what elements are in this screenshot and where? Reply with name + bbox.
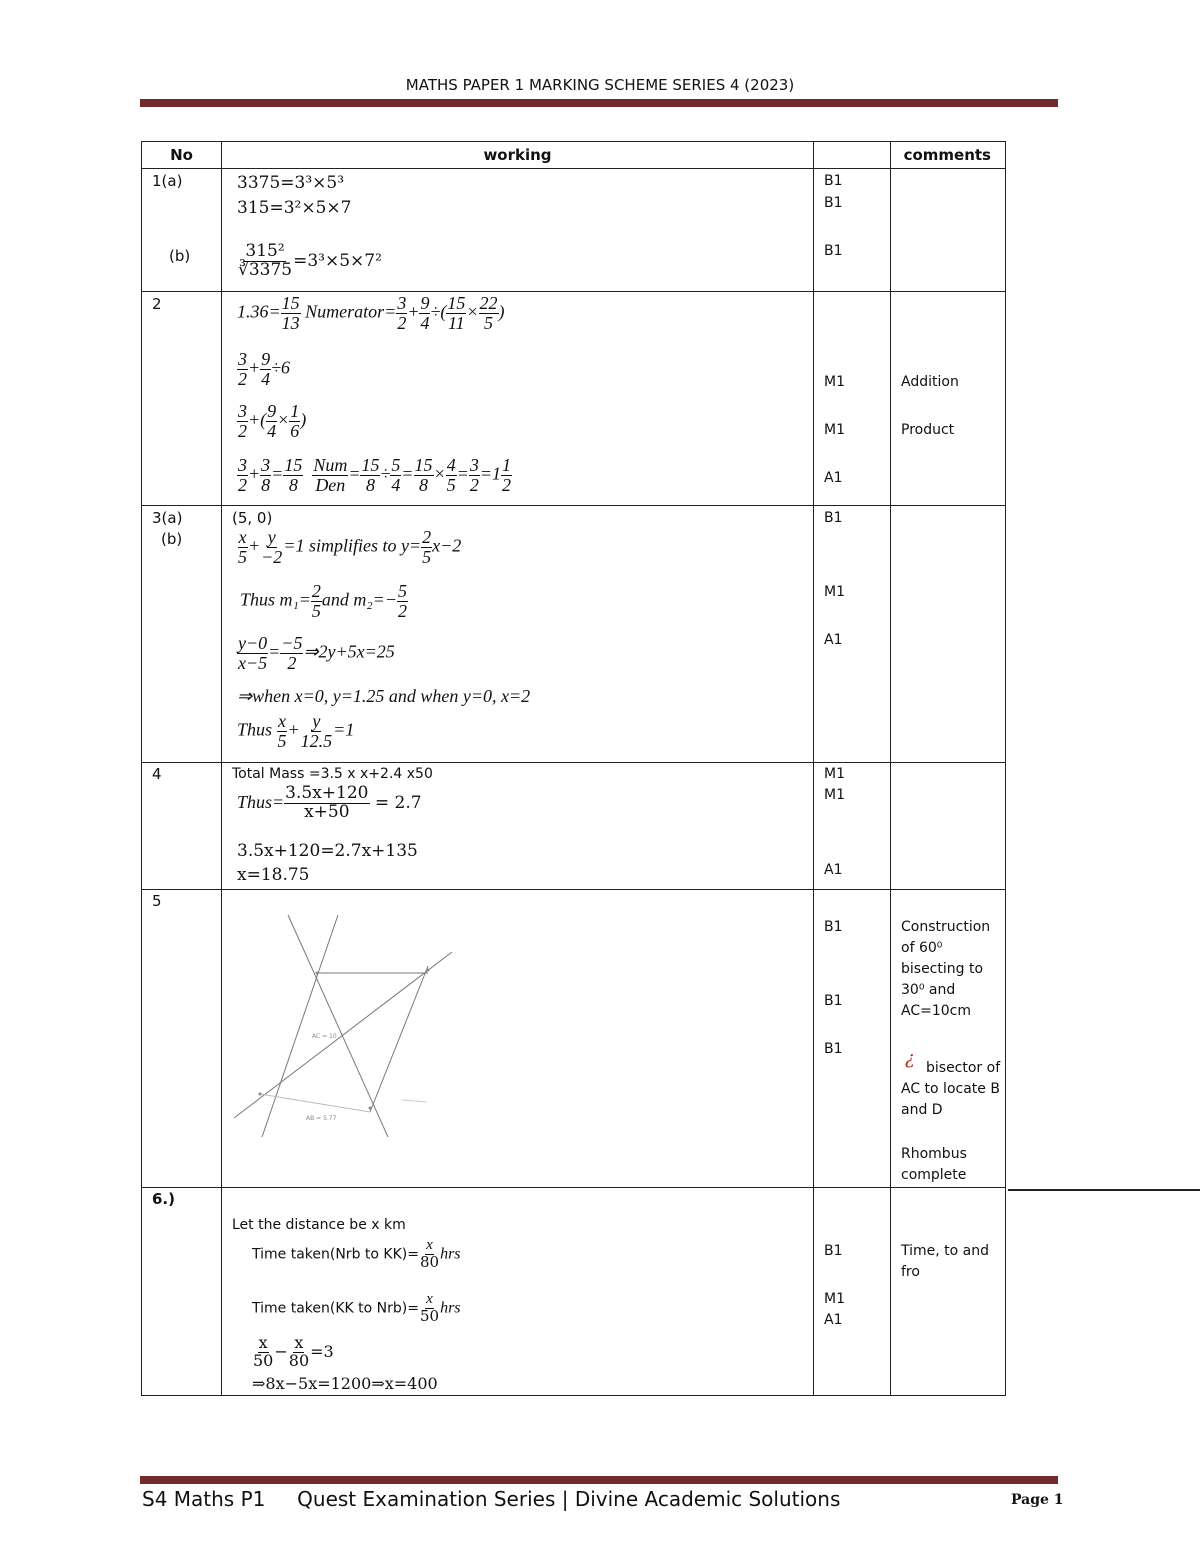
table-header-row (142, 142, 1006, 169)
working-text: 1.36= (237, 301, 281, 322)
table-row (142, 890, 1006, 1188)
numerator: 15 (414, 455, 433, 475)
mark: A1 (824, 1312, 843, 1328)
numerator: 2 (311, 581, 321, 601)
working-text: = (268, 641, 281, 662)
working-text: =3 (310, 1341, 334, 1361)
col-comments-header: comments (891, 142, 1006, 169)
working-text: Thus= (237, 791, 285, 812)
numerator: 3 (469, 455, 479, 475)
working-line (237, 456, 512, 495)
working-text: Thus m₁= (240, 589, 311, 610)
denominator: ∛3375 (238, 259, 293, 280)
missing-symbol-glyph: ¿ (905, 1048, 915, 1069)
comment: Addition (901, 374, 959, 390)
mark: B1 (824, 919, 843, 935)
marks-cell (814, 763, 891, 890)
numerator: 3 (238, 401, 247, 421)
working-cell (222, 506, 814, 763)
mark: B1 (824, 1041, 843, 1057)
comments-cell (891, 763, 1006, 890)
working-text: ÷ (380, 463, 391, 484)
question-number-cell (142, 1188, 222, 1396)
table-row (142, 292, 1006, 506)
working-text: × (433, 463, 446, 484)
col-working-header: working (222, 142, 814, 169)
numerator: 3 (238, 349, 247, 369)
working-line (237, 785, 422, 822)
question-number: 5 (152, 892, 162, 910)
numerator: y−0 (238, 633, 268, 653)
table-row (142, 169, 1006, 292)
question-part: (b) (169, 247, 191, 265)
working-line: Let the distance be x km (232, 1217, 406, 1233)
working-text: =1 simplifies to y= (283, 535, 422, 556)
question-number-cell (142, 169, 222, 292)
figure-label: AC = 10 (312, 1033, 337, 1040)
working-cell (222, 763, 814, 890)
construction-line (234, 952, 452, 1118)
numerator: 3.5x+120 (285, 783, 369, 803)
marks-cell (814, 169, 891, 292)
working-text: Time taken(KK to Nrb)= (252, 1300, 419, 1317)
mark: M1 (824, 787, 845, 803)
denominator: 2 (238, 420, 247, 441)
mark: A1 (824, 470, 843, 486)
numerator: 3 (261, 455, 271, 475)
denominator: 50 (253, 1350, 274, 1370)
marks-cell (814, 506, 891, 763)
denominator: 8 (261, 474, 271, 495)
mark: M1 (824, 766, 845, 782)
mark: M1 (824, 1291, 845, 1307)
numerator: 15 (361, 455, 380, 475)
working-text: Thus (237, 719, 273, 740)
working-text: = (456, 463, 469, 484)
numerator: x (278, 711, 287, 731)
point-marker (369, 1107, 372, 1110)
table-row (142, 506, 1006, 763)
table-extension-line (1008, 1189, 1200, 1191)
comment: bisector of AC to locate B and D (901, 1060, 1001, 1118)
question-part: (b) (161, 530, 183, 548)
marks-cell (814, 890, 891, 1188)
construction-line (370, 966, 428, 1112)
working-cell (222, 169, 814, 292)
denominator: 8 (419, 474, 429, 495)
denominator: 8 (365, 474, 375, 495)
question-number-cell (142, 506, 222, 763)
figure-label: AB = 5.77 (306, 1115, 337, 1122)
question-number-cell (142, 292, 222, 506)
working-text: +( (248, 409, 267, 430)
numerator: x (258, 1333, 268, 1352)
denominator: 11 (448, 312, 465, 333)
numerator: 2 (422, 527, 432, 547)
denominator: 2 (238, 368, 247, 389)
denominator: 4 (420, 312, 430, 333)
working-line (237, 402, 306, 441)
page-number: Page 1 (1011, 1492, 1064, 1508)
working-text: + (248, 535, 261, 556)
question-number: 6.) (152, 1190, 175, 1208)
header-divider (140, 99, 1058, 107)
table-row (142, 1188, 1006, 1396)
numerator: y (267, 527, 276, 547)
numerator: 9 (261, 349, 271, 369)
denominator: 6 (290, 420, 300, 441)
mark: B1 (824, 173, 843, 189)
denominator: 4 (267, 420, 277, 441)
numerator: 3 (397, 293, 407, 313)
mark: A1 (824, 632, 843, 648)
table-row (142, 763, 1006, 890)
working-text: + (287, 719, 300, 740)
working-text: + (248, 357, 261, 378)
working-line (252, 1335, 334, 1370)
mark: B1 (824, 1243, 843, 1259)
marks-cell (814, 1188, 891, 1396)
point-marker (427, 969, 430, 972)
working-line (240, 582, 408, 621)
denominator: 50 (419, 1306, 440, 1325)
working-text: = (401, 463, 414, 484)
mark: M1 (824, 422, 845, 438)
numerator: 5 (397, 581, 407, 601)
denominator: 5 (277, 730, 287, 751)
numerator: 15 (447, 293, 466, 313)
working-line: 315=3²×5×7 (237, 198, 352, 218)
numerator: 22 (479, 293, 498, 313)
working-line (237, 243, 382, 280)
col-no-header: No (142, 142, 222, 169)
mark: B1 (824, 243, 843, 259)
denominator: 2 (238, 474, 247, 495)
working-text: =3³×5×7² (293, 250, 382, 271)
working-line: 3375=3³×5³ (237, 173, 345, 193)
denominator: 5 (238, 546, 247, 567)
denominator: 12.5 (300, 730, 333, 751)
working-text: =1 (333, 719, 355, 740)
numerator: 9 (267, 401, 277, 421)
comments-cell (891, 1188, 1006, 1396)
working-text: ) (300, 409, 307, 430)
numerator: y (312, 711, 321, 731)
question-number: 2 (152, 295, 162, 313)
question-number: 3(a) (152, 509, 183, 527)
working-text: ) (498, 301, 505, 322)
working-text: × (466, 301, 479, 322)
mark: M1 (824, 584, 845, 600)
working-text: hrs (440, 1245, 461, 1263)
denominator: 5 (311, 600, 321, 621)
numerator: x (238, 527, 247, 547)
question-number-cell (142, 890, 222, 1188)
working-text: hrs (440, 1299, 461, 1317)
denominator: Den (315, 474, 346, 495)
numerator: Num (313, 455, 348, 475)
working-line: (5, 0) (232, 509, 273, 527)
working-text: ÷6 (271, 357, 291, 378)
working-cell (222, 292, 814, 506)
numerator: 315² (245, 241, 285, 261)
rhombus-construction-figure (222, 890, 814, 1188)
marking-scheme-table (141, 141, 1006, 1396)
working-cell (222, 890, 814, 1188)
footer-text: S4 Maths P1 Quest Examination Series | Divine Academic Solutions (142, 1487, 841, 1511)
marks-cell (814, 292, 891, 506)
working-text: = (348, 463, 361, 484)
page-title: MATHS PAPER 1 MARKING SCHEME SERIES 4 (2023) (405, 76, 795, 94)
mark: B1 (824, 993, 843, 1009)
comment: Time, to and fro (901, 1243, 990, 1280)
denominator: x+50 (304, 801, 350, 822)
denominator: 2 (397, 312, 407, 333)
working-line (237, 712, 354, 751)
denominator: x−5 (238, 652, 268, 673)
working-text: =1 (479, 463, 501, 484)
working-text: + (248, 463, 261, 484)
comments-cell (891, 890, 1006, 1188)
working-text: = 2.7 (374, 792, 422, 813)
working-text: = (271, 463, 284, 484)
point-marker (316, 972, 319, 975)
working-line: ⇒8x−5x=1200⇒x=400 (252, 1374, 438, 1393)
working-text: Time taken(Nrb to KK)= (252, 1246, 419, 1263)
working-line: 3.5x+120=2.7x+135 (237, 841, 418, 861)
comment: Product (901, 422, 955, 438)
construction-line (402, 1100, 427, 1102)
numerator: 5 (391, 455, 401, 475)
working-line (237, 528, 461, 567)
construction-line (260, 1094, 370, 1112)
numerator: −5 (281, 633, 303, 653)
comment: Construction of 60⁰ bisecting to 30⁰ and AC=10cm (901, 919, 991, 1019)
comments-cell (891, 169, 1006, 292)
working-text: Numerator= (305, 301, 397, 322)
working-text: + (407, 301, 420, 322)
denominator: 80 (419, 1252, 440, 1271)
denominator: 13 (281, 312, 300, 333)
working-text: ÷( (430, 301, 447, 322)
denominator: 4 (261, 368, 271, 389)
numerator: 1 (502, 455, 511, 475)
denominator: 8 (288, 474, 298, 495)
question-number-cell (142, 763, 222, 890)
denominator: 80 (288, 1350, 310, 1370)
working-line (252, 1292, 461, 1325)
comment: Rhombus complete (901, 1146, 967, 1183)
numerator: 1 (290, 401, 300, 421)
construction-line (262, 915, 338, 1137)
numerator: 15 (284, 455, 303, 475)
comments-cell (891, 506, 1006, 763)
numerator: 3 (238, 455, 247, 475)
working-line (237, 350, 290, 389)
question-number: 1(a) (152, 172, 183, 190)
numerator: x (294, 1333, 304, 1352)
point-marker (259, 1093, 262, 1096)
working-text: ⇒2y+5x=25 (303, 641, 395, 662)
mark: M1 (824, 374, 845, 390)
working-cell (222, 1188, 814, 1396)
denominator: 2 (397, 600, 407, 621)
working-text: and m₂=− (321, 589, 397, 610)
denominator: 5 (484, 312, 493, 333)
working-line: Total Mass =3.5 x x+2.4 x50 (232, 766, 433, 782)
question-number: 4 (152, 765, 162, 783)
working-text: − (274, 1341, 288, 1361)
mark: B1 (824, 510, 843, 526)
working-line: ⇒when x=0, y=1.25 and when y=0, x=2 (237, 686, 531, 706)
footer-divider (140, 1476, 1058, 1484)
working-line (252, 1238, 461, 1271)
denominator: 4 (391, 474, 401, 495)
working-line (237, 294, 505, 333)
col-marks-header (814, 142, 891, 169)
comments-cell (891, 292, 1006, 506)
denominator: 5 (422, 546, 432, 567)
denominator: −2 (261, 546, 283, 567)
mark: B1 (824, 195, 843, 211)
denominator: 2 (502, 474, 511, 495)
working-text: x−2 (432, 535, 462, 556)
denominator: 2 (287, 652, 297, 673)
working-text: × (277, 409, 290, 430)
mark: A1 (824, 862, 843, 878)
numerator: x (426, 1291, 433, 1307)
numerator: 4 (446, 455, 456, 475)
working-line: x=18.75 (237, 865, 310, 885)
numerator: 9 (420, 293, 430, 313)
numerator: 15 (281, 293, 300, 313)
denominator: 5 (446, 474, 456, 495)
working-line (237, 634, 395, 673)
numerator: x (426, 1237, 433, 1253)
denominator: 2 (469, 474, 479, 495)
